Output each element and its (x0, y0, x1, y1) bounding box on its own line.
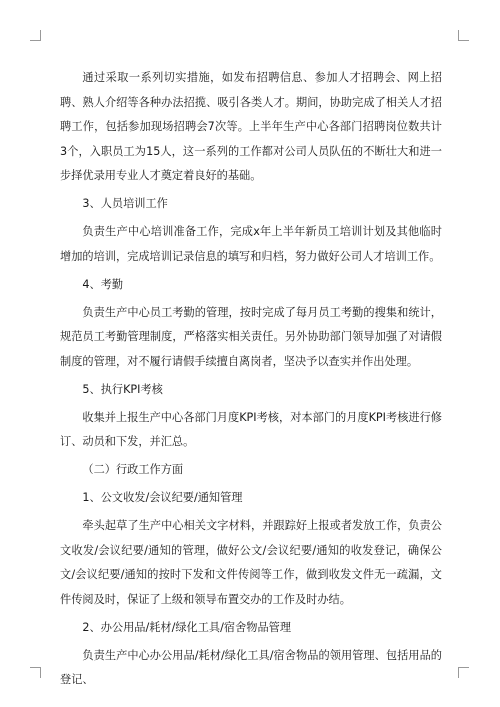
paragraph-office-supplies: 负责生产中心办公用品/耗材/绿化工具/宿舍物品的领用管理、包括用品的登记、 (60, 648, 442, 686)
paragraph-attendance: 负责生产中心员工考勤的管理，按时完成了每月员工考勤的搜集和统计，规范员工考勤管理制度，严格落实相关责任。另外协助部门领导加强了对请假制度的管理，对不履行请假手续擅自离岗者，坚决予以查实并作出处理。 (60, 305, 442, 368)
paragraph-kpi: 收集并上报生产中心各部门月度KPI考核，对本部门的月度KPI考核进行修订、动员和下发，并汇总。 (60, 410, 442, 448)
heading-administration: （二）行政工作方面 (82, 463, 184, 476)
paragraph-document-management: 牵头起草了生产中心相关文字材料，并跟踪好上报或者发放工作，负责公文收发/会议纪要/通知的管理，做好公文/会议纪要/通知的收发登记，确保公文/会议纪要/通知的按时下发和文件传阅等工作，做到收发文件无一疏漏，文件传阅及时，保证了上级和领导布置交办的工作及时办结。 (60, 519, 442, 606)
crop-mark-top-right (458, 30, 469, 41)
heading-attendance: 4、考勤 (82, 277, 124, 291)
paragraph-staff-training: 负责生产中心培训准备工作，完成x年上半年新员工培训计划及其他临时增加的培训，完成培训记录信息的填写和归档，努力做好公司人才培训工作。 (60, 225, 442, 263)
paragraph-recruitment-summary: 通过采取一系列切实措施，如发布招聘信息、参加人才招聘会、网上招聘、熟人介绍等各种办法招揽、吸引各类人才。期间，协助完成了相关人才招聘工作，包括参加现场招聘会7次等。上半年生产中心各部门招聘岗位数共计3个，入职员工为15人，这一系列的工作都对公司人员队伍的不断壮大和进一步择优录用专业人才奠定着良好的基础。 (60, 71, 442, 182)
heading-kpi: 5、执行KPI考核 (82, 382, 163, 396)
heading-office-supplies: 2、办公用品/耗材/绿化工具/宿舍物品管理 (82, 620, 292, 634)
heading-staff-training: 3、人员培训工作 (82, 197, 168, 210)
heading-document-management: 1、公文收发/会议纪要/通知管理 (82, 491, 243, 504)
crop-mark-bottom-left (30, 667, 41, 678)
document-body (60, 66, 442, 696)
crop-mark-top-left (30, 30, 41, 41)
crop-mark-bottom-right (458, 667, 469, 678)
